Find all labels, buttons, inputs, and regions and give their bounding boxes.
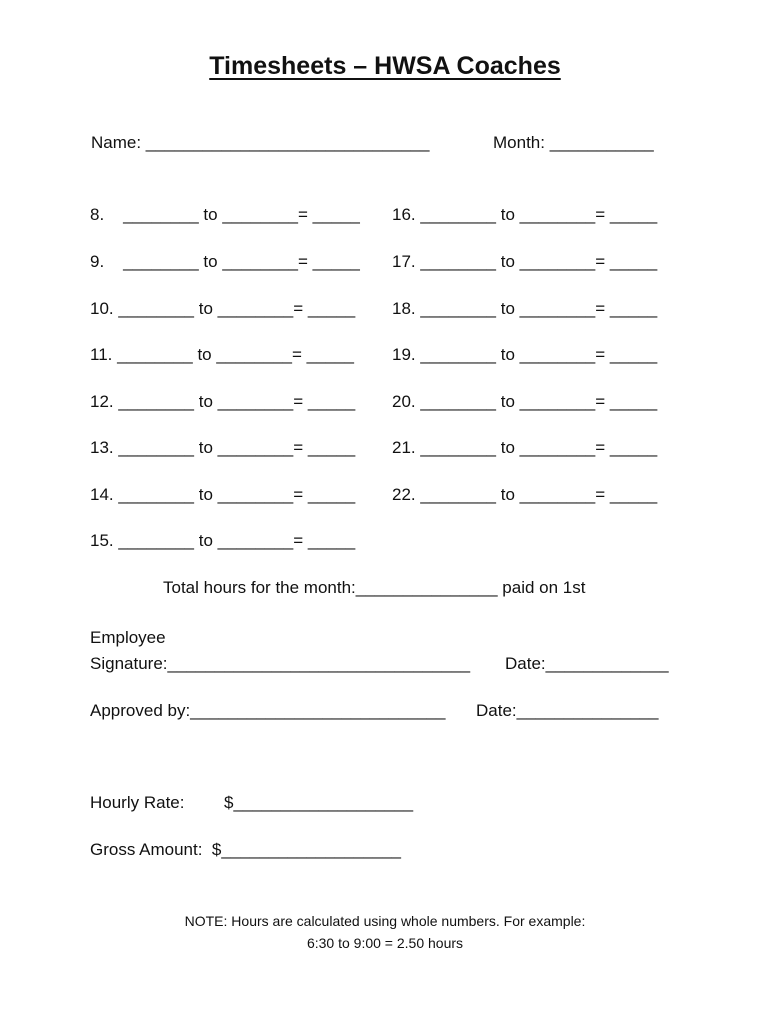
approved-date-line[interactable]: Date:_______________: [476, 701, 659, 720]
timesheet-row-12[interactable]: 12. ________ to ________= _____: [90, 392, 356, 411]
note-line-1: NOTE: Hours are calculated using whole numbers. For example:: [184, 913, 586, 929]
timesheet-row-17[interactable]: 17. ________ to ________= _____: [392, 252, 658, 271]
note-line-2: 6:30 to 9:00 = 2.50 hours: [306, 935, 464, 951]
signature-date-line[interactable]: Date:_____________: [505, 654, 669, 673]
timesheet-row-8[interactable]: 8. ________ to ________= _____: [90, 205, 360, 224]
timesheet-row-11[interactable]: 11. ________ to ________= _____: [90, 345, 354, 364]
total-hours-line[interactable]: Total hours for the month:_______________ paid on 1st: [163, 578, 586, 597]
timesheet-row-10[interactable]: 10. ________ to ________= _____: [90, 299, 356, 318]
timesheet-row-19[interactable]: 19. ________ to ________= _____: [392, 345, 658, 364]
timesheet-row-14[interactable]: 14. ________ to ________= _____: [90, 485, 356, 504]
name-field-line[interactable]: Name: ______________________________: [91, 133, 430, 152]
gross-amount-line[interactable]: Gross Amount: $___________________: [90, 840, 401, 859]
approved-by-line[interactable]: Approved by:___________________________: [90, 701, 446, 720]
timesheet-row-18[interactable]: 18. ________ to ________= _____: [392, 299, 658, 318]
month-field-line[interactable]: Month: ___________: [493, 133, 654, 152]
timesheet-row-9[interactable]: 9. ________ to ________= _____: [90, 252, 360, 271]
timesheet-row-15[interactable]: 15. ________ to ________= _____: [90, 531, 356, 550]
employee-label: Employee: [90, 628, 166, 647]
page-title: Timesheets – HWSA Coaches: [209, 52, 561, 80]
timesheet-row-22[interactable]: 22. ________ to ________= _____: [392, 485, 658, 504]
timesheet-row-20[interactable]: 20. ________ to ________= _____: [392, 392, 658, 411]
timesheet-row-21[interactable]: 21. ________ to ________= _____: [392, 438, 658, 457]
timesheet-row-16[interactable]: 16. ________ to ________= _____: [392, 205, 658, 224]
hourly-rate-field[interactable]: $___________________: [224, 793, 414, 812]
timesheet-row-13[interactable]: 13. ________ to ________= _____: [90, 438, 356, 457]
employee-signature-line[interactable]: Signature:________________________________: [90, 654, 471, 673]
hourly-rate-label: Hourly Rate:: [90, 793, 185, 812]
